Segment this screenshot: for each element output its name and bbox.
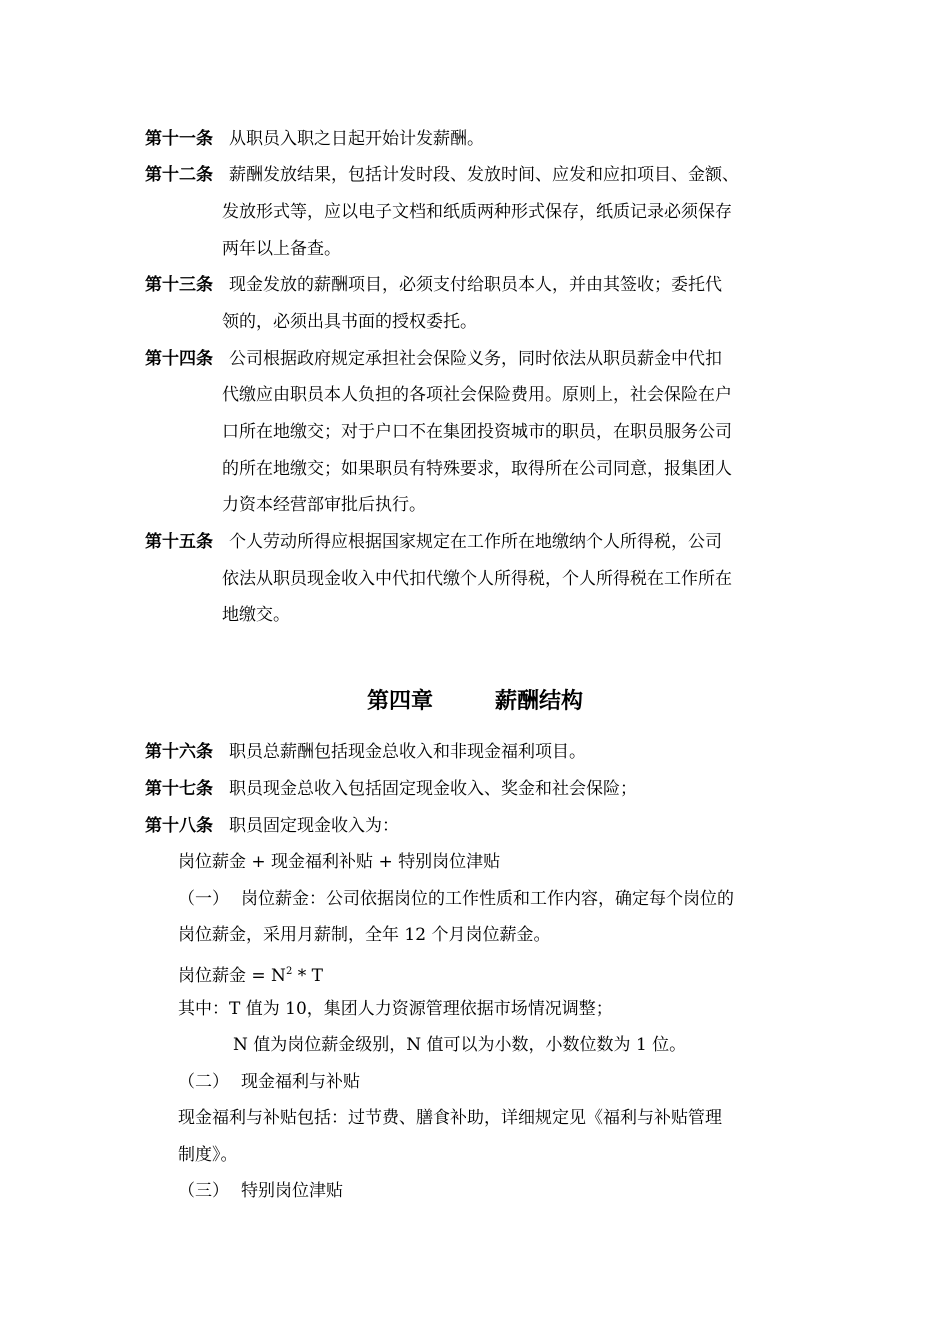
article-text: 公司根据政府规定承担社会保险义务，同时依法从职员薪金中代扣: [229, 349, 722, 369]
chapter-title: 薪酬结构: [495, 689, 584, 714]
article-text: 职员现金总收入包括固定现金收入、奖金和社会保险；: [229, 779, 637, 799]
article-text-line: 代缴应由职员本人负担的各项社会保险费用。原则上，社会保险在户: [222, 385, 732, 405]
item-3: [178, 1173, 343, 1209]
item-1-continued: 岗位薪金，采用月薪制，全年 12 个月岗位薪金。: [178, 925, 551, 945]
article-text-line: 地缴交。: [222, 605, 290, 625]
article-text-line: 的所在地缴交；如果职员有特殊要求，取得所在公司同意，报集团人: [222, 459, 732, 479]
article-text: 现金发放的薪酬项目，必须支付给职员本人，并由其签收；委托代: [229, 275, 722, 295]
fixed-income-formula: 岗位薪金 + 现金福利补贴 + 特别岗位津贴: [178, 852, 501, 872]
article-text: 薪酬发放结果，包括计发时段、发放时间、应发和应扣项目、金额、: [229, 165, 739, 185]
formula-exponent: 2: [285, 966, 293, 977]
article-16: [145, 734, 586, 770]
article-number: 第十一条: [145, 129, 213, 149]
article-number: 第十八条: [145, 816, 213, 836]
where-n: N 值为岗位薪金级别，N 值可以为小数，小数位数为 1 位。: [233, 1035, 687, 1055]
article-number: 第十二条: [145, 165, 213, 185]
item-label: （二）: [178, 1072, 229, 1092]
where-t: 其中：T 值为 10，集团人力资源管理依据市场情况调整；: [178, 999, 613, 1019]
article-text-line: 力资本经营部审批后执行。: [222, 495, 426, 515]
item-text: 岗位薪金：公司依据岗位的工作性质和工作内容，确定每个岗位的: [241, 889, 734, 909]
article-number: 第十七条: [145, 779, 213, 799]
item-1: [178, 881, 734, 917]
article-text: 从职员入职之日起开始计发薪酬。: [229, 129, 484, 149]
item-2: [178, 1064, 360, 1100]
item-title: 特别岗位津贴: [241, 1181, 343, 1201]
item-2-text-continued: 制度》。: [178, 1145, 238, 1165]
article-15: [145, 524, 722, 560]
article-text: 职员固定现金收入为：: [229, 816, 399, 836]
article-number: 第十五条: [145, 532, 213, 552]
article-12: [145, 157, 739, 193]
article-number: 第十四条: [145, 349, 213, 369]
article-text: 职员总薪酬包括现金总收入和非现金福利项目。: [229, 742, 586, 762]
article-text: 个人劳动所得应根据国家规定在工作所在地缴纳个人所得税，公司: [229, 532, 722, 552]
article-text-line: 两年以上备查。: [222, 239, 341, 259]
article-text-line: 口所在地缴交；对于户口不在集团投资城市的职员，在职员服务公司: [222, 422, 732, 442]
article-text-line: 领的，必须出具书面的授权委托。: [222, 312, 477, 332]
article-13: [145, 267, 722, 303]
item-label: （一）: [178, 889, 229, 909]
chapter-heading: [0, 684, 950, 720]
article-text-line: 发放形式等，应以电子文档和纸质两种形式保存，纸质记录必须保存: [222, 202, 732, 222]
article-11: [145, 121, 484, 157]
article-14: [145, 341, 722, 377]
item-label: （三）: [178, 1181, 229, 1201]
formula-right: * T: [292, 966, 323, 986]
chapter-number: 第四章: [366, 689, 433, 714]
article-number: 第十六条: [145, 742, 213, 762]
formula-left: 岗位薪金 = N: [178, 966, 286, 986]
article-number: 第十三条: [145, 275, 213, 295]
article-text-line: 依法从职员现金收入中代扣代缴个人所得税，个人所得税在工作所在: [222, 569, 732, 589]
item-2-text: 现金福利与补贴包括：过节费、膳食补助，详细规定见《福利与补贴管理: [178, 1108, 722, 1128]
article-18: [145, 808, 399, 844]
salary-formula: [178, 954, 323, 994]
article-17: [145, 771, 637, 807]
item-title: 现金福利与补贴: [241, 1072, 360, 1092]
